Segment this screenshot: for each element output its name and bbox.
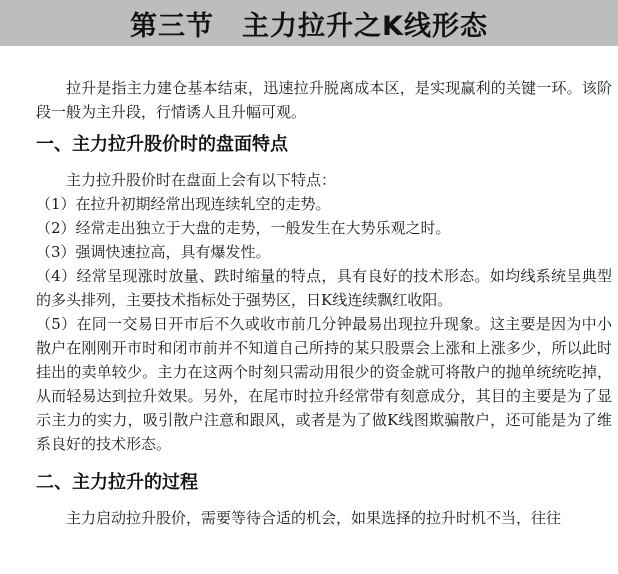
list-item-1: （1）在拉升初期经常出现连续轧空的走势。 (36, 195, 331, 213)
section-2-lead: 主力启动拉升股价，需要等待合适的机会，如果选择的拉升时机不当，往往 (66, 509, 562, 527)
document-body (36, 76, 612, 530)
list-item-4: （4）经常呈现涨时放量、跌时缩量的特点，具有良好的技术形态。如均线系统呈典型的多头排列，主要技术指标处于强势区，日K线连续飘红收阳。 (36, 267, 612, 309)
list-item-3: （3）强调快速拉高，具有爆发性。 (36, 243, 271, 261)
section-heading-2: 二、主力拉升的过程 (36, 472, 198, 493)
list-item-5: （5）在同一交易日开市后不久或收市前几分钟最易出现拉升现象。这主要是因为中小散户在刚刚开市时和闭市前并不知道自己所持的某只股票会上涨和上涨多少，所以此时挂出的卖单较少。主力在这两个时刻只需动用很少的资金就可将散户的抛单统统吃掉，从而轻易达到拉升效果。另外，在尾市时拉升经常带有刻意成分，其目的主要是为了显示主力的实力，吸引散户注意和跟风，或者是为了做K线图欺骗散户，还可能是为了维系良好的技术形态。 (36, 315, 612, 453)
section-heading-1: 一、主力拉升股价时的盘面特点 (36, 134, 288, 155)
section-1-lead: 主力拉升股价时在盘面上会有以下特点： (66, 171, 337, 189)
chapter-title-bar (0, 0, 618, 46)
intro-paragraph: 拉升是指主力建仓基本结束，迅速拉升脱离成本区，是实现赢利的关键一环。该阶段一般为主升段，行情诱人且升幅可观。 (36, 79, 612, 121)
list-item-2: （2）经常走出独立于大盘的走势，一般发生在大势乐观之时。 (36, 219, 451, 237)
chapter-title: 第三节 主力拉升之K线形态 (130, 10, 488, 42)
